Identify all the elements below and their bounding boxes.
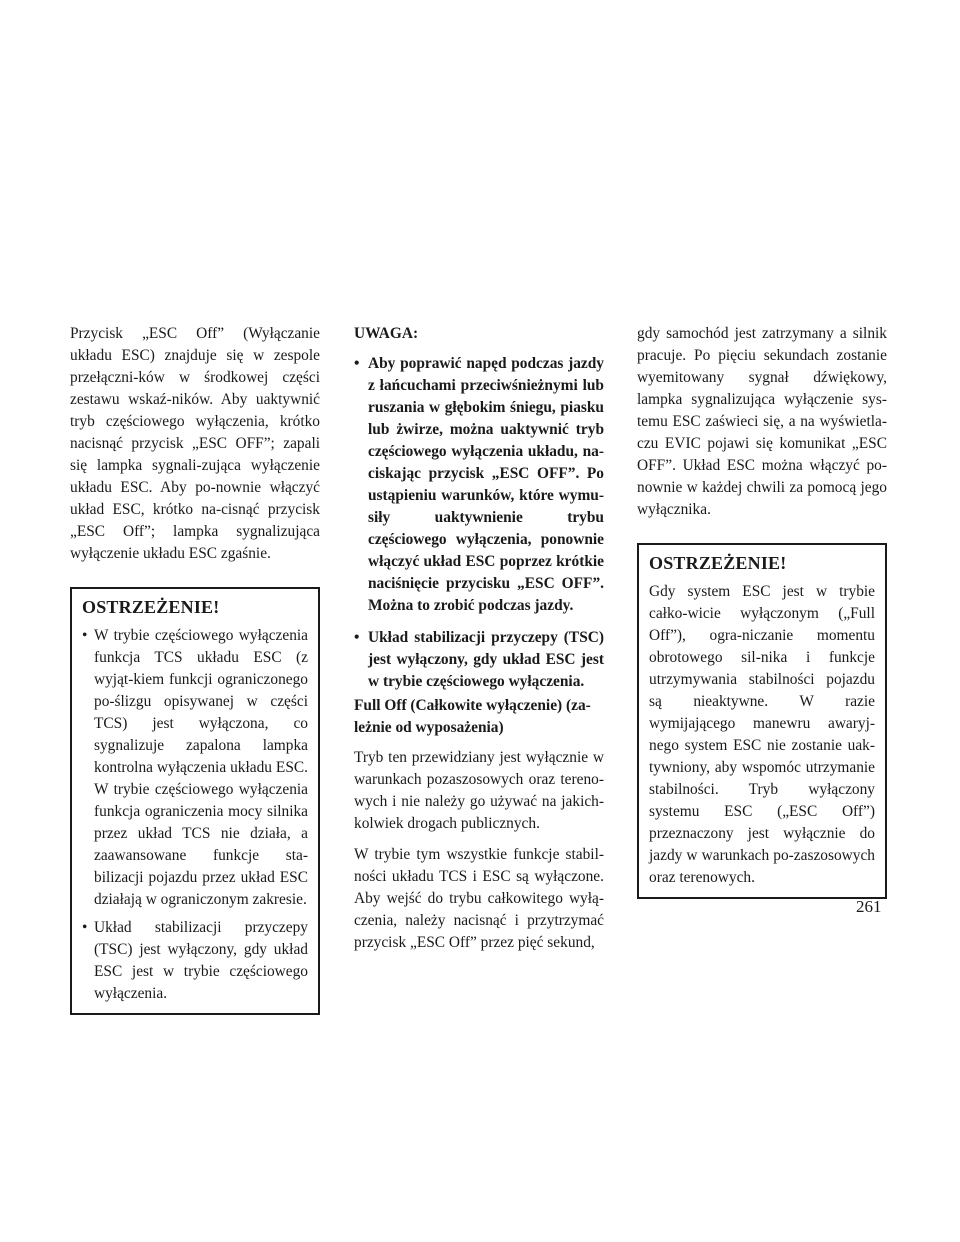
warning-list xyxy=(82,625,308,1005)
warning-item: • Układ stabilizacji przyczepy (TSC) jest wyłączony, gdy układ ESC jest w trybie częściowego wyłączenia. xyxy=(82,917,308,1005)
column-right xyxy=(637,323,887,899)
warning-box xyxy=(637,543,887,899)
column-left xyxy=(70,323,320,1015)
warning-box xyxy=(70,587,320,1015)
paragraph: Tryb ten przewidziany jest wyłącznie w warunkach pozaszosowych oraz tereno-wych i nie należy go używać na jakich-kolwiek drogach publicznych. xyxy=(354,749,604,832)
warning-text: Gdy system ESC jest w trybie całko-wicie wyłączonym („Full Off”), ogra-niczanie momentu obrotowego sil-nika i funkcje utrzymywania stabilności pojazdu są nieaktywne. W razie wymijającego manewru awaryj-nego system ESC nie zostanie uak-tywniony, aby wspomóc utrzymanie stabilności. Tryb wyłączony systemu ESC („ESC Off”) przeznaczony jest wyłącznie do jazdy w warunkach po-zaszosowych oraz terenowych. xyxy=(649,583,875,886)
warning-title: OSTRZEŻENIE! xyxy=(649,553,787,573)
warning-title: OSTRZEŻENIE! xyxy=(82,597,220,617)
note-item: • Aby poprawić napęd podczas jazdy z łańcuchami przeciwśnieżnymi lub ruszania w głębokim śniegu, piasku lub żwirze, można uaktywnić tryb częściowego wyłączenia układu, na-ciskając przycisk „ESC OFF”. Po ustąpieniu warunków, które wymu-siły uaktywnienie trybu częściowego wyłączenia, ponownie włączyć układ ESC poprzez krótkie naciśnięcie przycisku „ESC OFF”. Można to zrobić podczas jazdy. xyxy=(354,353,604,617)
intro-paragraph: Przycisk „ESC Off” (Wyłączanie układu ESC) znajduje się w zespole przełączni-ków w środkowej części zestawu wskaź-ników. Aby uaktywnić tryb częściowego wyłączenia, krótko nacisnąć przycisk „ESC OFF”; zapali się lampka sygnali-zująca wyłączenie układu ESC. Aby po-nownie włączyć układ ESC, krótko na-cisnąć przycisk „ESC Off”; lampka sygnalizująca wyłączenie układu ESC zgaśnie. xyxy=(70,325,320,562)
note-title: UWAGA: xyxy=(354,325,419,342)
paragraph: W trybie tym wszystkie funkcje stabil-ności układu TCS i ESC są wyłączone. Aby wejść do trybu całkowitego wyłą-czenia, należy nacisnąć i przytrzymać przycisk „ESC Off” przez pięć sekund, xyxy=(354,846,604,951)
note-item: • Układ stabilizacji przyczepy (TSC) jest wyłączony, gdy układ ESC jest w trybie częściowego wyłączenia. xyxy=(354,627,604,693)
page-number: 261 xyxy=(856,897,882,916)
section-heading: Full Off (Całkowite wyłączenie) (za-leżnie od wyposażenia) xyxy=(354,697,591,736)
column-middle xyxy=(354,323,604,954)
paragraph: gdy samochód jest zatrzymany a silnik pracuje. Po pięciu sekundach zostanie wyemitowany sygnał dźwiękowy, lampka sygnalizująca wyłączenie sys-temu ESC zaświeci się, a na wyświetla-czu EVIC pojawi się komunikat „ESC OFF”. Układ ESC można włączyć po-nownie w każdej chwili za pomocą jego wyłącznika. xyxy=(637,325,887,518)
warning-item: • W trybie częściowego wyłączenia funkcja TCS układu ESC (z wyjąt-kiem funkcji ograniczonego po-ślizgu opisywanej w części TCS) jest wyłączona, co sygnalizuje zapalona lampka kontrolna wyłączenia układu ESC. W trybie częściowego wyłączenia funkcja ograniczenia mocy silnika przez układ TCS nie działa, a zaawansowane funkcje sta-bilizacji pojazdu przez układ ESC działają w ograniczonym zakresie. xyxy=(82,625,308,911)
note-list xyxy=(354,353,604,693)
